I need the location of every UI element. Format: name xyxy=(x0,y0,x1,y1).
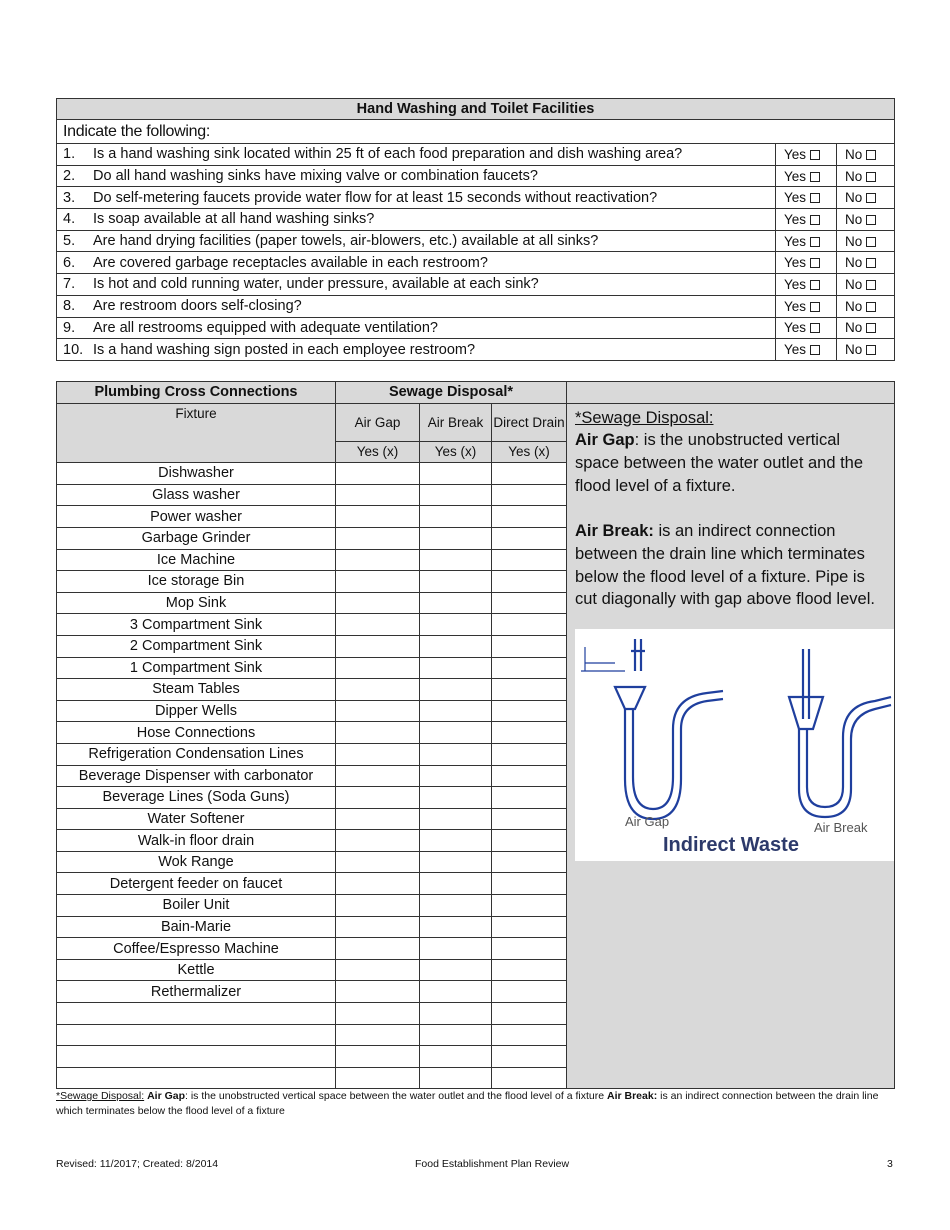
air-gap-cell[interactable] xyxy=(336,765,420,787)
direct-drain-cell[interactable] xyxy=(492,700,567,722)
question-text: Are hand drying facilities (paper towels, air-blowers, etc.) available at all sinks? xyxy=(93,233,599,250)
question-cell xyxy=(57,274,776,296)
air-gap-cell[interactable] xyxy=(336,851,420,873)
footer-page-number: 3 xyxy=(887,1158,893,1170)
fixture-name: Boiler Unit xyxy=(57,895,336,917)
no-checkbox[interactable] xyxy=(866,172,876,182)
question-text: Do self-metering faucets provide water flow for at least 15 seconds without reactivation? xyxy=(93,189,658,206)
direct-drain-cell[interactable] xyxy=(492,657,567,679)
yes-checkbox[interactable] xyxy=(810,215,820,225)
sewage-header: Sewage Disposal* xyxy=(336,382,567,404)
no-label: No xyxy=(845,342,863,358)
no-label: No xyxy=(845,211,863,227)
question-number: 2. xyxy=(63,168,76,185)
fixture-name: Garbage Grinder xyxy=(57,527,336,549)
yes-label: Yes xyxy=(784,146,807,162)
question-text: Are restroom doors self-closing? xyxy=(93,298,302,315)
yes-option[interactable] xyxy=(776,339,837,361)
fixture-name xyxy=(57,1003,336,1025)
no-checkbox[interactable] xyxy=(866,237,876,247)
air-break-cell[interactable] xyxy=(420,614,492,636)
no-checkbox[interactable] xyxy=(866,258,876,268)
note-air-break-term: Air Break: xyxy=(575,522,654,541)
header-spacer xyxy=(567,382,895,404)
no-option[interactable] xyxy=(837,339,895,361)
air-gap-trap xyxy=(625,691,723,819)
yes-option[interactable] xyxy=(776,252,837,274)
direct-drain-cell[interactable] xyxy=(492,851,567,873)
fixture-name: Coffee/Espresso Machine xyxy=(57,938,336,960)
question-text: Is a hand washing sign posted in each employee restroom? xyxy=(93,341,476,358)
question-number: 9. xyxy=(63,319,76,336)
direct-drain-cell[interactable] xyxy=(492,527,567,549)
fixture-name xyxy=(57,1067,336,1089)
air-gap-cell[interactable] xyxy=(336,657,420,679)
direct-drain-cell[interactable] xyxy=(492,484,567,506)
direct-drain-cell[interactable] xyxy=(492,1024,567,1046)
question-text: Is hot and cold running water, under pressure, available at each sink? xyxy=(93,276,539,293)
yes-checkbox[interactable] xyxy=(810,345,820,355)
air-gap-cell[interactable] xyxy=(336,916,420,938)
question-cell xyxy=(57,317,776,339)
air-break-cell[interactable] xyxy=(420,1024,492,1046)
air-gap-col-header: Air Gap xyxy=(336,403,420,441)
yes-option[interactable] xyxy=(776,144,837,166)
fixture-name: Hose Connections xyxy=(57,722,336,744)
direct-drain-cell[interactable] xyxy=(492,549,567,571)
direct-drain-cell[interactable] xyxy=(492,1003,567,1025)
air-gap-cell[interactable] xyxy=(336,614,420,636)
question-number: 7. xyxy=(63,276,76,293)
direct-drain-cell[interactable] xyxy=(492,592,567,614)
air-gap-cell[interactable] xyxy=(336,700,420,722)
footnote-air-break-def: is an indirect connection between the drain line which terminates below the flood level of a fixture xyxy=(56,1090,879,1117)
air-break-cell[interactable] xyxy=(420,463,492,485)
air-break-cell[interactable] xyxy=(420,830,492,852)
fixture-name: Water Softener xyxy=(57,808,336,830)
fixture-name xyxy=(57,1024,336,1046)
indirect-waste-diagram xyxy=(575,629,894,861)
yes-label: Yes xyxy=(784,342,807,358)
air-break-cell[interactable] xyxy=(420,1046,492,1068)
no-option[interactable] xyxy=(837,144,895,166)
footnote-air-gap-term: Air Gap xyxy=(147,1090,185,1102)
direct-drain-cell[interactable] xyxy=(492,679,567,701)
air-gap-cell[interactable] xyxy=(336,592,420,614)
yes-checkbox[interactable] xyxy=(810,150,820,160)
no-option[interactable] xyxy=(837,187,895,209)
air-gap-cell[interactable] xyxy=(336,635,420,657)
air-break-cell[interactable] xyxy=(420,484,492,506)
fixture-name: Bain-Marie xyxy=(57,916,336,938)
air-break-cell[interactable] xyxy=(420,700,492,722)
no-option[interactable] xyxy=(837,230,895,252)
air-gap-cell[interactable] xyxy=(336,787,420,809)
direct-drain-cell[interactable] xyxy=(492,830,567,852)
yes-option[interactable] xyxy=(776,165,837,187)
direct-drain-cell[interactable] xyxy=(492,635,567,657)
air-break-cell[interactable] xyxy=(420,506,492,528)
fixture-name: Dishwasher xyxy=(57,463,336,485)
no-checkbox[interactable] xyxy=(866,345,876,355)
direct-drain-cell[interactable] xyxy=(492,1046,567,1068)
fixture-name: Beverage Lines (Soda Guns) xyxy=(57,787,336,809)
indirect-waste-illustration xyxy=(575,629,894,861)
no-label: No xyxy=(845,146,863,162)
air-gap-cell[interactable] xyxy=(336,873,420,895)
air-break-cell[interactable] xyxy=(420,873,492,895)
direct-drain-cell[interactable] xyxy=(492,981,567,1003)
air-break-cell[interactable] xyxy=(420,765,492,787)
no-label: No xyxy=(845,320,863,336)
fixture-name: Dipper Wells xyxy=(57,700,336,722)
no-checkbox[interactable] xyxy=(866,193,876,203)
air-gap-funnel xyxy=(615,687,645,709)
air-break-cell[interactable] xyxy=(420,743,492,765)
air-gap-cell[interactable] xyxy=(336,938,420,960)
handwashing-question-row xyxy=(57,295,895,317)
diagram-caption: Indirect Waste xyxy=(663,833,799,856)
question-cell xyxy=(57,295,776,317)
direct-drain-cell[interactable] xyxy=(492,916,567,938)
question-number: 4. xyxy=(63,211,76,228)
no-label: No xyxy=(845,233,863,249)
question-text: Is soap available at all hand washing sinks? xyxy=(93,211,375,228)
no-checkbox[interactable] xyxy=(866,302,876,312)
plumbing-header: Plumbing Cross Connections xyxy=(57,382,336,404)
note-title: *Sewage Disposal: xyxy=(575,408,714,427)
fixture-name: Kettle xyxy=(57,959,336,981)
question-cell xyxy=(57,230,776,252)
air-gap-dimension xyxy=(581,647,625,671)
no-label: No xyxy=(845,168,863,184)
no-option[interactable] xyxy=(837,209,895,231)
air-gap-cell[interactable] xyxy=(336,571,420,593)
air-break-cell[interactable] xyxy=(420,895,492,917)
question-cell xyxy=(57,165,776,187)
question-cell xyxy=(57,144,776,166)
yes-checkbox[interactable] xyxy=(810,258,820,268)
fixture-name: Wok Range xyxy=(57,851,336,873)
air-gap-cell[interactable] xyxy=(336,1067,420,1089)
handwashing-title: Hand Washing and Toilet Facilities xyxy=(57,99,895,120)
no-option[interactable] xyxy=(837,317,895,339)
air-gap-cell[interactable] xyxy=(336,830,420,852)
sewage-footnote xyxy=(56,1089,896,1119)
question-number: 5. xyxy=(63,233,76,250)
no-label: No xyxy=(845,276,863,292)
air-gap-cell[interactable] xyxy=(336,895,420,917)
air-gap-cell[interactable] xyxy=(336,743,420,765)
direct-drain-cell[interactable] xyxy=(492,938,567,960)
fixture-name: 1 Compartment Sink xyxy=(57,657,336,679)
no-option[interactable] xyxy=(837,274,895,296)
air-break-funnel xyxy=(789,697,823,729)
no-option[interactable] xyxy=(837,295,895,317)
handwashing-question-row xyxy=(57,274,895,296)
direct-drain-cell[interactable] xyxy=(492,743,567,765)
question-text: Do all hand washing sinks have mixing valve or combination faucets? xyxy=(93,168,538,185)
direct-drain-cell[interactable] xyxy=(492,959,567,981)
yes-checkbox[interactable] xyxy=(810,172,820,182)
air-gap-cell[interactable] xyxy=(336,959,420,981)
yes-option[interactable] xyxy=(776,230,837,252)
note-air-gap-def: : is the unobstructed vertical space between the water outlet and the flood level of a fixture. xyxy=(575,431,864,495)
yes-option[interactable] xyxy=(776,187,837,209)
direct-drain-cell[interactable] xyxy=(492,571,567,593)
question-cell xyxy=(57,187,776,209)
question-text: Are covered garbage receptacles available in each restroom? xyxy=(93,254,488,271)
footer-title: Food Establishment Plan Review xyxy=(415,1158,570,1170)
yes-checkbox[interactable] xyxy=(810,302,820,312)
direct-drain-cell[interactable] xyxy=(492,614,567,636)
fixture-col-header: Fixture xyxy=(57,403,336,463)
yes-option[interactable] xyxy=(776,295,837,317)
no-checkbox[interactable] xyxy=(866,280,876,290)
direct-drain-cell[interactable] xyxy=(492,765,567,787)
fixture-name: Beverage Dispenser with carbonator xyxy=(57,765,336,787)
footnote-air-break-term: Air Break: xyxy=(607,1090,658,1102)
air-break-trap xyxy=(799,697,891,817)
no-option[interactable] xyxy=(837,165,895,187)
fixture-name: Rethermalizer xyxy=(57,981,336,1003)
fixture-name: Detergent feeder on faucet xyxy=(57,873,336,895)
air-gap-cell[interactable] xyxy=(336,808,420,830)
air-gap-cell[interactable] xyxy=(336,549,420,571)
air-break-col-header: Air Break xyxy=(420,403,492,441)
air-break-cell[interactable] xyxy=(420,787,492,809)
question-number: 10. xyxy=(63,341,84,358)
direct-drain-col-header: Direct Drain xyxy=(492,403,567,441)
air-break-cell[interactable] xyxy=(420,592,492,614)
air-gap-cell[interactable] xyxy=(336,981,420,1003)
yes-label: Yes xyxy=(784,168,807,184)
note-air-gap-term: Air Gap xyxy=(575,431,635,450)
air-gap-outlet-pipe xyxy=(631,639,645,671)
handwashing-table xyxy=(56,98,895,361)
footer-revised: Revised: 11/2017; Created: 8/2014 xyxy=(56,1158,219,1170)
fixture-name: 2 Compartment Sink xyxy=(57,635,336,657)
air-gap-cell[interactable] xyxy=(336,679,420,701)
question-cell xyxy=(57,209,776,231)
question-number: 1. xyxy=(63,146,76,163)
air-gap-cell[interactable] xyxy=(336,463,420,485)
fixture-name: Ice Machine xyxy=(57,549,336,571)
question-text: Are all restrooms equipped with adequate ventilation? xyxy=(93,319,438,336)
direct-drain-cell[interactable] xyxy=(492,1067,567,1089)
direct-drain-cell[interactable] xyxy=(492,463,567,485)
fixture-name: Walk-in floor drain xyxy=(57,830,336,852)
air-gap-cell[interactable] xyxy=(336,1003,420,1025)
handwashing-question-row xyxy=(57,209,895,231)
air-break-cell[interactable] xyxy=(420,722,492,744)
air-break-outlet-pipe xyxy=(803,649,809,719)
direct-drain-cell[interactable] xyxy=(492,895,567,917)
air-break-cell[interactable] xyxy=(420,571,492,593)
air-gap-cell[interactable] xyxy=(336,506,420,528)
yes-checkbox[interactable] xyxy=(810,237,820,247)
direct-drain-cell[interactable] xyxy=(492,873,567,895)
fixture-name: Power washer xyxy=(57,506,336,528)
question-cell xyxy=(57,252,776,274)
air-break-cell[interactable] xyxy=(420,981,492,1003)
yes-option[interactable] xyxy=(776,274,837,296)
yes-option[interactable] xyxy=(776,209,837,231)
handwashing-intro: Indicate the following: xyxy=(57,120,895,144)
fixture-name: Glass washer xyxy=(57,484,336,506)
fixture-name: Mop Sink xyxy=(57,592,336,614)
handwashing-question-row xyxy=(57,144,895,166)
sewage-note-panel xyxy=(567,403,895,1089)
yes-label: Yes xyxy=(784,233,807,249)
air-gap-cell[interactable] xyxy=(336,1046,420,1068)
fixture-name: Refrigeration Condensation Lines xyxy=(57,743,336,765)
direct-drain-cell[interactable] xyxy=(492,808,567,830)
handwashing-question-row xyxy=(57,187,895,209)
air-break-cell[interactable] xyxy=(420,1003,492,1025)
yes-label: Yes xyxy=(784,255,807,271)
air-gap-cell[interactable] xyxy=(336,484,420,506)
air-gap-yes-header: Yes (x) xyxy=(336,441,420,463)
direct-drain-cell[interactable] xyxy=(492,722,567,744)
handwashing-question-row xyxy=(57,230,895,252)
question-number: 8. xyxy=(63,298,76,315)
air-gap-cell[interactable] xyxy=(336,1024,420,1046)
no-checkbox[interactable] xyxy=(866,323,876,333)
air-break-cell[interactable] xyxy=(420,808,492,830)
no-label: No xyxy=(845,190,863,206)
question-text: Is a hand washing sink located within 25 ft of each food preparation and dish washing area? xyxy=(93,146,683,163)
yes-label: Yes xyxy=(784,276,807,292)
footnote-air-gap-def: : is the unobstructed vertical space between the water outlet and the flood level of a fixture xyxy=(185,1090,607,1102)
air-break-cell[interactable] xyxy=(420,549,492,571)
handwashing-question-row xyxy=(57,317,895,339)
handwashing-question-row xyxy=(57,165,895,187)
no-option[interactable] xyxy=(837,252,895,274)
air-gap-cell[interactable] xyxy=(336,527,420,549)
air-break-yes-header: Yes (x) xyxy=(420,441,492,463)
fixture-name: Steam Tables xyxy=(57,679,336,701)
yes-label: Yes xyxy=(784,211,807,227)
no-label: No xyxy=(845,255,863,271)
air-break-cell[interactable] xyxy=(420,916,492,938)
air-break-cell[interactable] xyxy=(420,938,492,960)
direct-drain-cell[interactable] xyxy=(492,506,567,528)
air-break-cell[interactable] xyxy=(420,1067,492,1089)
question-number: 3. xyxy=(63,189,76,206)
fixture-name: 3 Compartment Sink xyxy=(57,614,336,636)
footnote-prefix: *Sewage Disposal: xyxy=(56,1090,145,1102)
yes-checkbox[interactable] xyxy=(810,193,820,203)
air-break-cell[interactable] xyxy=(420,635,492,657)
fixture-name: Ice storage Bin xyxy=(57,571,336,593)
air-break-cell[interactable] xyxy=(420,679,492,701)
air-break-cell[interactable] xyxy=(420,527,492,549)
no-checkbox[interactable] xyxy=(866,150,876,160)
question-number: 6. xyxy=(63,254,76,271)
fixture-name xyxy=(57,1046,336,1068)
yes-label: Yes xyxy=(784,320,807,336)
yes-checkbox[interactable] xyxy=(810,323,820,333)
no-label: No xyxy=(845,298,863,314)
no-checkbox[interactable] xyxy=(866,215,876,225)
yes-checkbox[interactable] xyxy=(810,280,820,290)
air-break-cell[interactable] xyxy=(420,959,492,981)
direct-drain-cell[interactable] xyxy=(492,787,567,809)
sewage-note xyxy=(567,404,894,611)
question-cell xyxy=(57,339,776,361)
air-gap-cell[interactable] xyxy=(336,722,420,744)
air-break-cell[interactable] xyxy=(420,851,492,873)
note-air-break-def: is an indirect connection between the drain line which terminates below the flood level of a fixture. Pipe is cut diagonally with gap above flood level. xyxy=(575,522,875,609)
direct-drain-yes-header: Yes (x) xyxy=(492,441,567,463)
handwashing-question-row xyxy=(57,252,895,274)
air-break-cell[interactable] xyxy=(420,657,492,679)
diagram-label-air-gap: Air Gap xyxy=(625,813,670,829)
yes-label: Yes xyxy=(784,190,807,206)
plumbing-table xyxy=(56,381,895,1089)
diagram-label-air-break: Air Break xyxy=(814,819,868,835)
handwashing-question-row xyxy=(57,339,895,361)
yes-label: Yes xyxy=(784,298,807,314)
yes-option[interactable] xyxy=(776,317,837,339)
